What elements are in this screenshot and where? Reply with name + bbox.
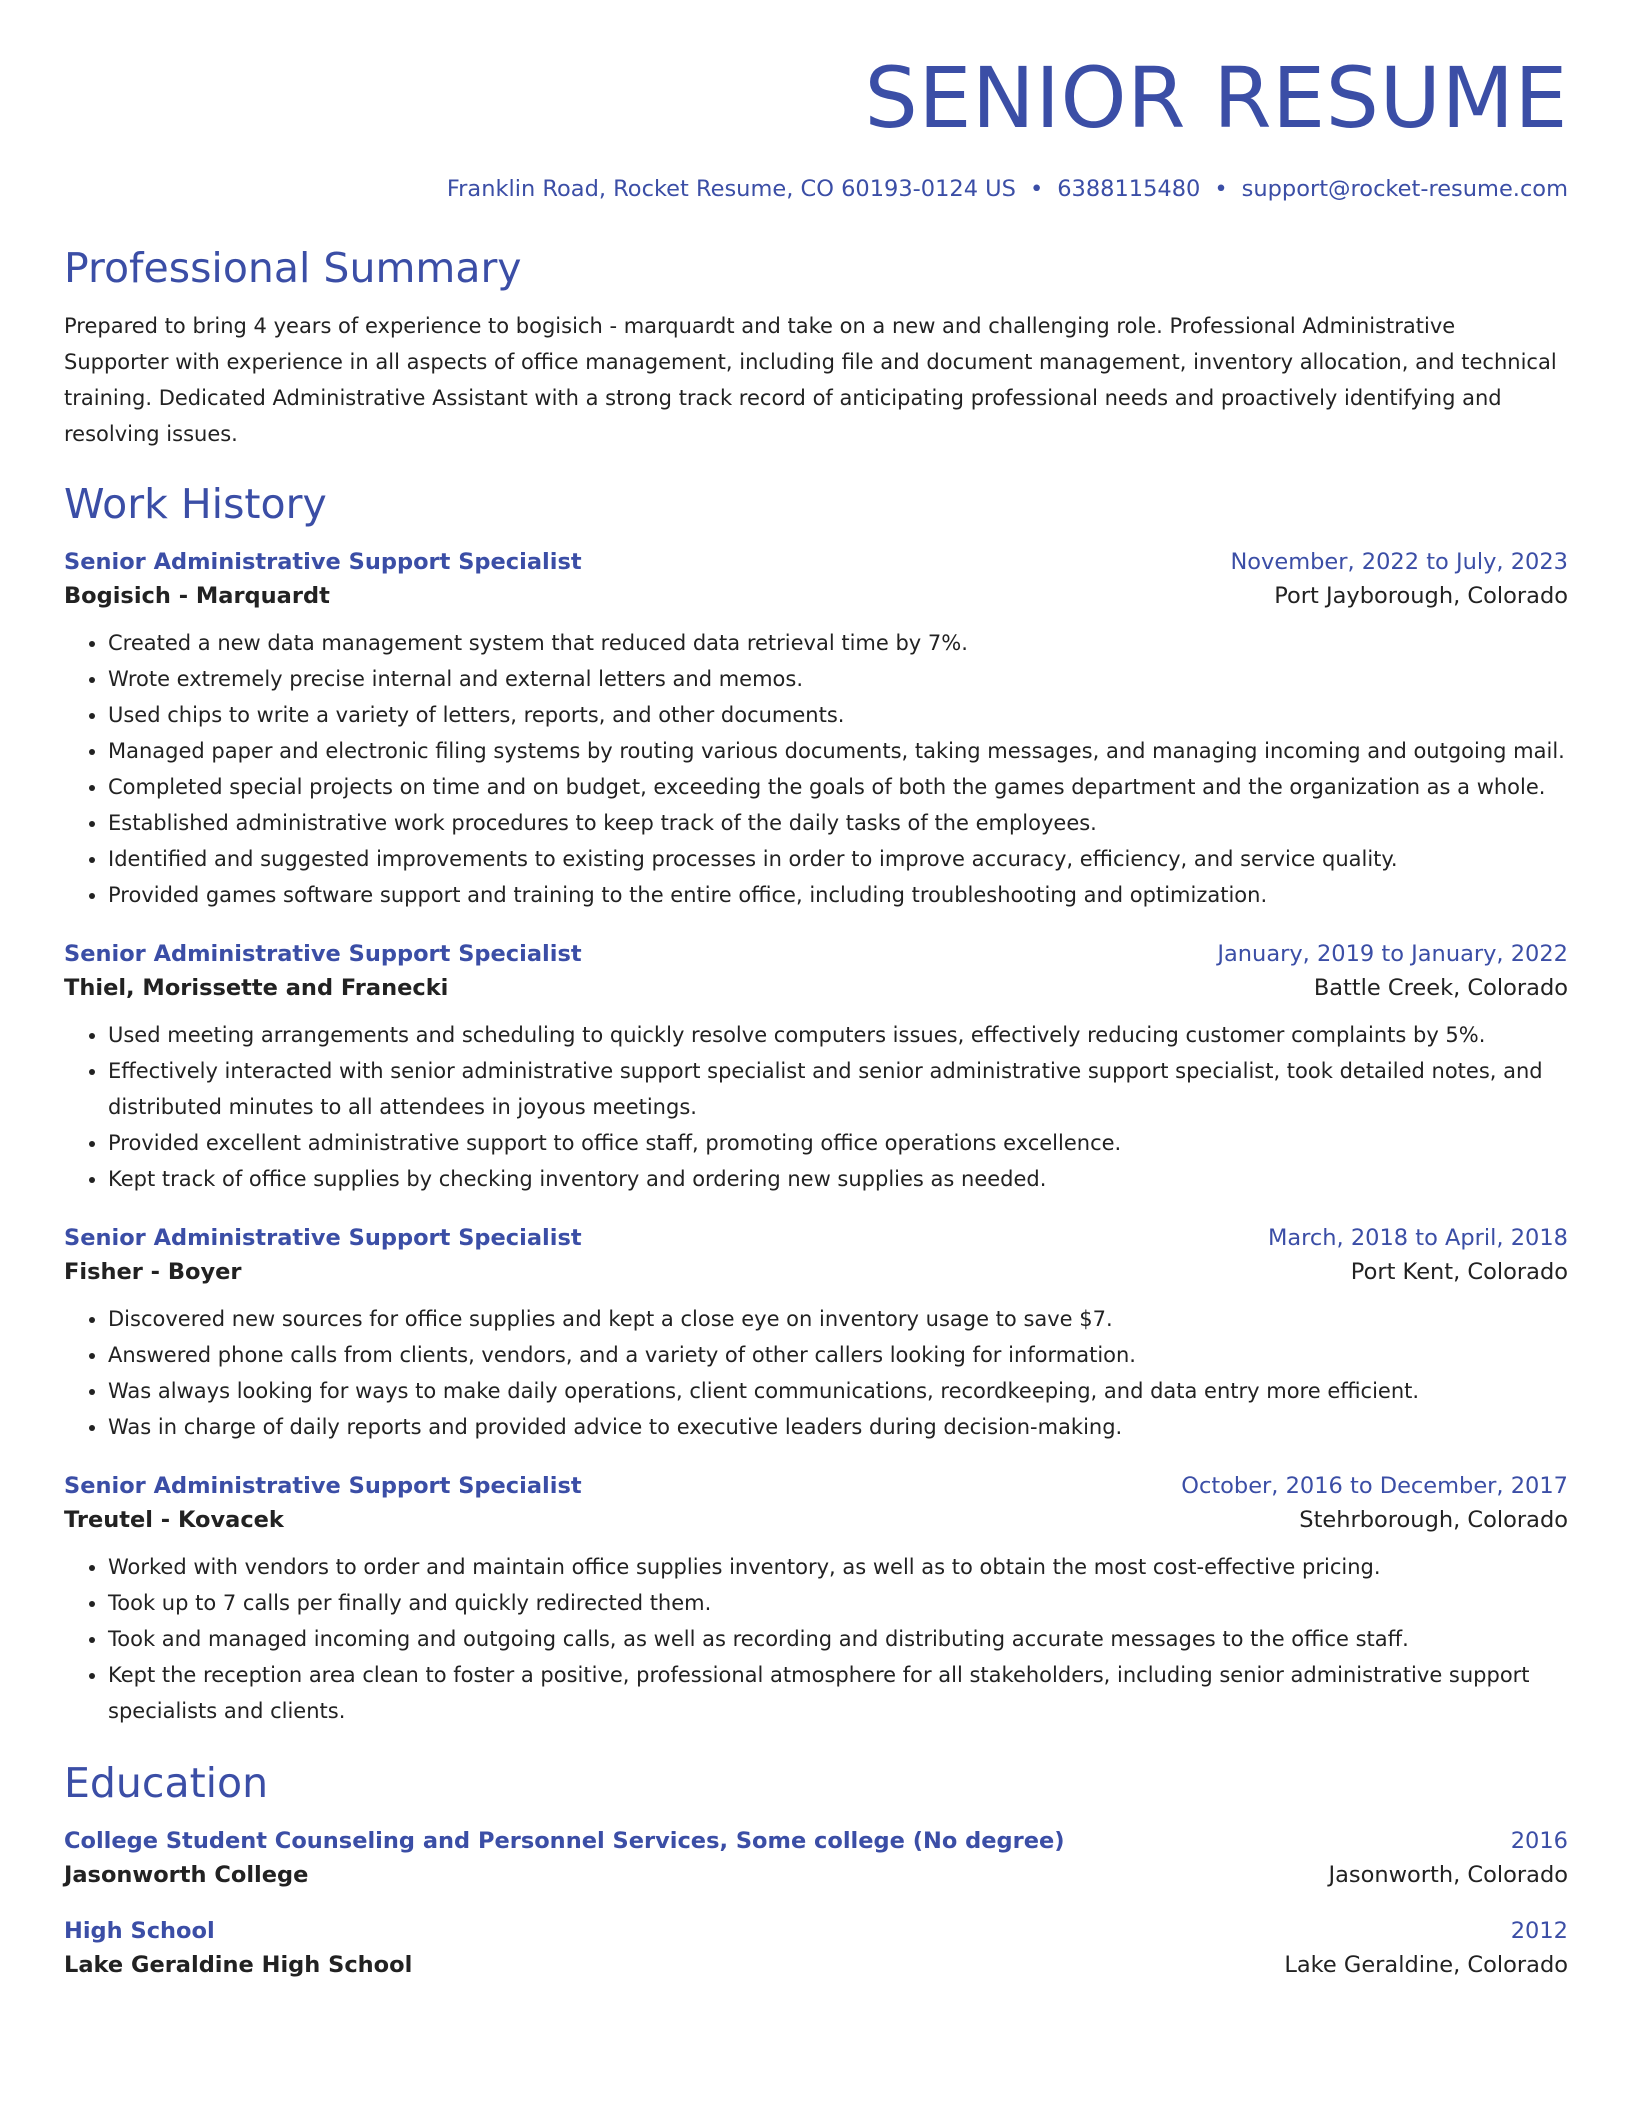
education-degree: High School	[64, 1917, 215, 1944]
job-bullets	[64, 625, 1568, 913]
job-bullet: • Effectively interacted with senior administrative support specialist and senior administrative support specialist, took detailed notes, and distributed minutes to all attendees in joyous meetings.	[108, 1053, 1568, 1125]
job-bullets	[64, 1301, 1568, 1445]
job-bullets	[64, 1017, 1568, 1197]
job-bullet: • Worked with vendors to order and maintain office supplies inventory, as well as to obtain the most cost-effective pricing.	[108, 1549, 1568, 1585]
job-entry	[64, 549, 1568, 913]
contact-separator: •	[1214, 176, 1228, 203]
job-company: Bogisich - Marquardt	[64, 582, 330, 609]
work-history-list	[64, 549, 1568, 1729]
job-dates: October, 2016 to December, 2017	[1181, 1472, 1568, 1499]
job-entry	[64, 1473, 1568, 1729]
job-bullets	[64, 1549, 1568, 1729]
summary-heading: Professional Summary	[64, 244, 522, 293]
job-bullet: • Established administrative work procedures to keep track of the daily tasks of the employees.	[108, 805, 1568, 841]
education-location: Jasonworth, Colorado	[1328, 1861, 1568, 1888]
resume-title: SENIOR RESUME	[864, 49, 1568, 147]
contact-line	[64, 176, 1568, 202]
education-school: Jasonworth College	[64, 1861, 309, 1888]
job-location: Stehrborough, Colorado	[1299, 1506, 1568, 1533]
contact-email[interactable]: support@rocket-resume.com	[1241, 176, 1568, 203]
job-dates: November, 2022 to July, 2023	[1230, 548, 1568, 575]
contact-separator: •	[1029, 176, 1044, 203]
job-dates: March, 2018 to April, 2018	[1267, 1224, 1568, 1251]
job-bullet: • Answered phone calls from clients, vendors, and a variety of other callers looking for information.	[108, 1337, 1568, 1373]
education-year: 2016	[1510, 1827, 1568, 1854]
job-company: Treutel - Kovacek	[64, 1506, 284, 1533]
job-bullet: • Took and managed incoming and outgoing calls, as well as recording and distributing accurate messages to the office staff.	[108, 1621, 1568, 1657]
job-title: Senior Administrative Support Specialist	[64, 548, 582, 575]
resume-header	[64, 0, 1568, 202]
education-heading: Education	[64, 1758, 269, 1807]
job-entry	[64, 941, 1568, 1197]
education-location: Lake Geraldine, Colorado	[1284, 1951, 1568, 1978]
job-bullet: • Was in charge of daily reports and provided advice to executive leaders during decision-making.	[108, 1409, 1568, 1445]
job-title: Senior Administrative Support Specialist	[64, 1472, 582, 1499]
education-entry	[64, 1828, 1568, 1888]
education-year: 2012	[1510, 1917, 1568, 1944]
job-bullet: • Discovered new sources for office supplies and kept a close eye on inventory usage to save $7.	[108, 1301, 1568, 1337]
job-company: Thiel, Morissette and Franecki	[64, 974, 449, 1001]
contact-phone[interactable]: 6388115480	[1057, 176, 1201, 203]
job-company: Fisher - Boyer	[64, 1258, 242, 1285]
job-bullet: • Managed paper and electronic filing systems by routing various documents, taking messages, and managing incoming and outgoing mail.	[108, 733, 1568, 769]
job-bullet: • Created a new data management system that reduced data retrieval time by 7%.	[108, 625, 1568, 661]
summary-text: Prepared to bring 4 years of experience to bogisich - marquardt and take on a new and challenging role. Professional Administrative Supporter with experience in all aspects of office management, including file and document management, inventory allocation, and technical training. Dedicated Administrative Assistant with a strong track record of anticipating professional needs and proactively identifying and resolving issues.	[64, 313, 1557, 446]
education-degree: College Student Counseling and Personnel Services, Some college (No degree)	[64, 1827, 1065, 1854]
job-bullet: • Identified and suggested improvements to existing processes in order to improve accuracy, efficiency, and service quality.	[108, 841, 1568, 877]
education-school: Lake Geraldine High School	[64, 1951, 413, 1978]
job-bullet: • Provided excellent administrative support to office staff, promoting office operations excellence.	[108, 1125, 1568, 1161]
education-list	[64, 1828, 1568, 1978]
work-history-heading: Work History	[64, 479, 327, 528]
job-location: Port Jayborough, Colorado	[1274, 582, 1568, 609]
job-bullet: • Completed special projects on time and on budget, exceeding the goals of both the games department and the organization as a whole.	[108, 769, 1568, 805]
job-dates: January, 2019 to January, 2022	[1217, 940, 1568, 967]
education-entry	[64, 1918, 1568, 1978]
job-bullet: • Was always looking for ways to make daily operations, client communications, recordkeeping, and data entry more efficient.	[108, 1373, 1568, 1409]
job-bullet: • Wrote extremely precise internal and external letters and memos.	[108, 661, 1568, 697]
job-title: Senior Administrative Support Specialist	[64, 1224, 582, 1251]
job-bullet: • Used meeting arrangements and scheduling to quickly resolve computers issues, effectively reducing customer complaints by 5%.	[108, 1017, 1568, 1053]
job-bullet: • Kept the reception area clean to foster a positive, professional atmosphere for all stakeholders, including senior administrative support specialists and clients.	[108, 1657, 1568, 1729]
job-bullet: • Provided games software support and training to the entire office, including troubleshooting and optimization.	[108, 877, 1568, 913]
job-location: Port Kent, Colorado	[1350, 1258, 1568, 1285]
job-bullet: • Took up to 7 calls per finally and quickly redirected them.	[108, 1585, 1568, 1621]
job-location: Battle Creek, Colorado	[1313, 974, 1568, 1001]
job-entry	[64, 1225, 1568, 1445]
contact-address: Franklin Road, Rocket Resume, CO 60193-0124 US	[446, 176, 1016, 203]
job-title: Senior Administrative Support Specialist	[64, 940, 582, 967]
job-bullet: • Used chips to write a variety of letters, reports, and other documents.	[108, 697, 1568, 733]
job-bullet: • Kept track of office supplies by checking inventory and ordering new supplies as needed.	[108, 1161, 1568, 1197]
